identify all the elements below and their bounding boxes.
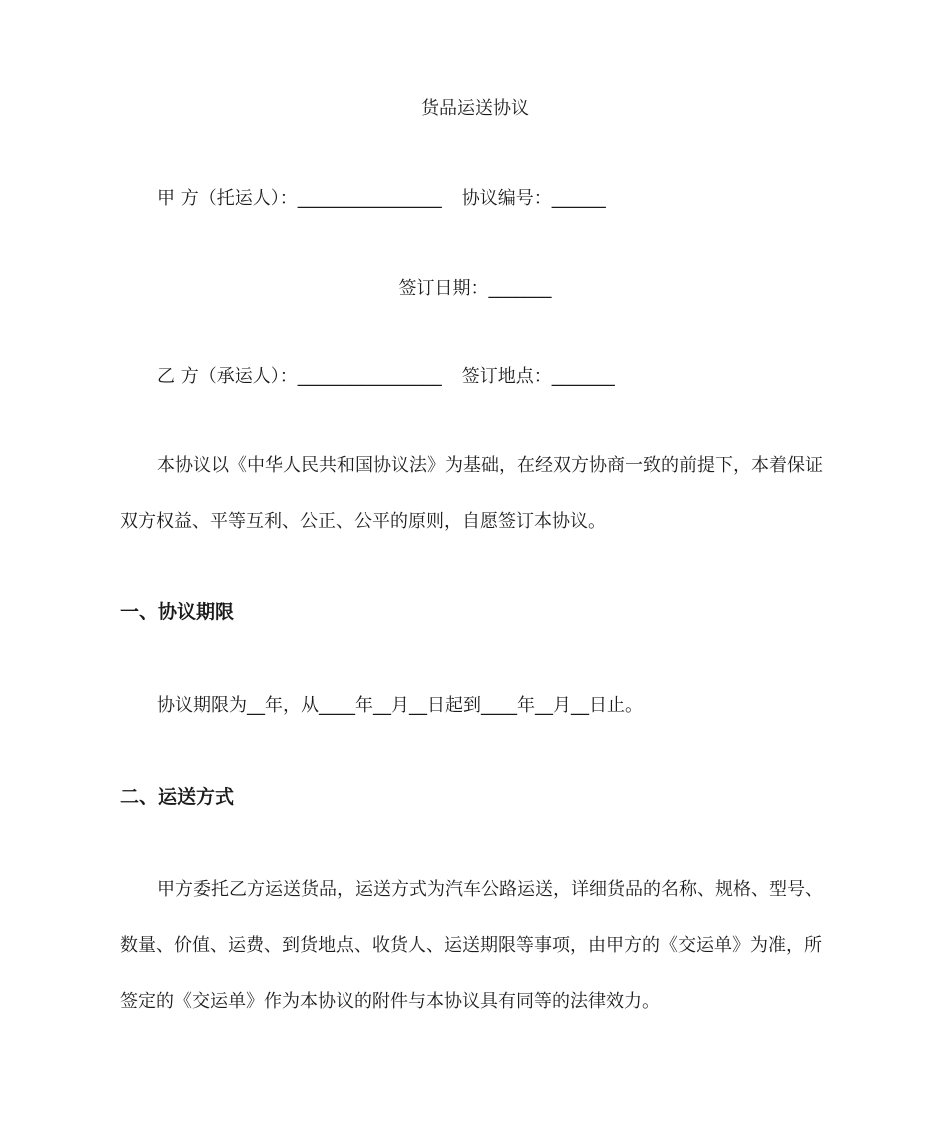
section-2-line-1: 甲方委托乙方运送货品，运送方式为汽车公路运送，详细货品的名称、规格、型号、 (157, 879, 823, 900)
sign-place-blank: _______ (551, 366, 615, 387)
intro-line-1: 本协议以《中华人民共和国协议法》为基础，在经双方协商一致的前提下，本着保证 (157, 455, 823, 476)
sign-date-blank: _______ (488, 278, 552, 299)
party-b-blank: ________________ (297, 366, 442, 387)
section-1-text: 协议期限为__年，从____年__月__日起到____年__月__日止。 (157, 695, 643, 716)
section-2-heading: 二、运送方式 (120, 786, 235, 808)
sign-date-row (0, 277, 950, 301)
party-a-row (157, 187, 606, 211)
party-b-row (157, 365, 615, 389)
intro-line-2: 双方权益、平等互利、公正、公平的原则，自愿签订本协议。 (120, 511, 606, 532)
sign-place-label: 签订地点： (461, 366, 552, 387)
section-2-line-2: 数量、价值、运费、到货地点、收货人、运送期限等事项，由甲方的《交运单》为准，所 (120, 935, 822, 956)
section-1-heading: 一、协议期限 (120, 601, 235, 623)
sign-date-label: 签订日期： (398, 278, 489, 299)
party-a-blank: ________________ (297, 188, 442, 209)
party-a-label: 甲 方（托运人）： (157, 188, 298, 209)
section-2-line-3: 签定的《交运单》作为本协议的附件与本协议具有同等的法律效力。 (120, 991, 660, 1012)
agreement-no-label: 协议编号： (461, 188, 552, 209)
party-b-label: 乙 方（承运人）： (157, 366, 298, 387)
agreement-no-blank: ______ (551, 188, 606, 209)
document-title: 货品运送协议 (421, 98, 529, 119)
